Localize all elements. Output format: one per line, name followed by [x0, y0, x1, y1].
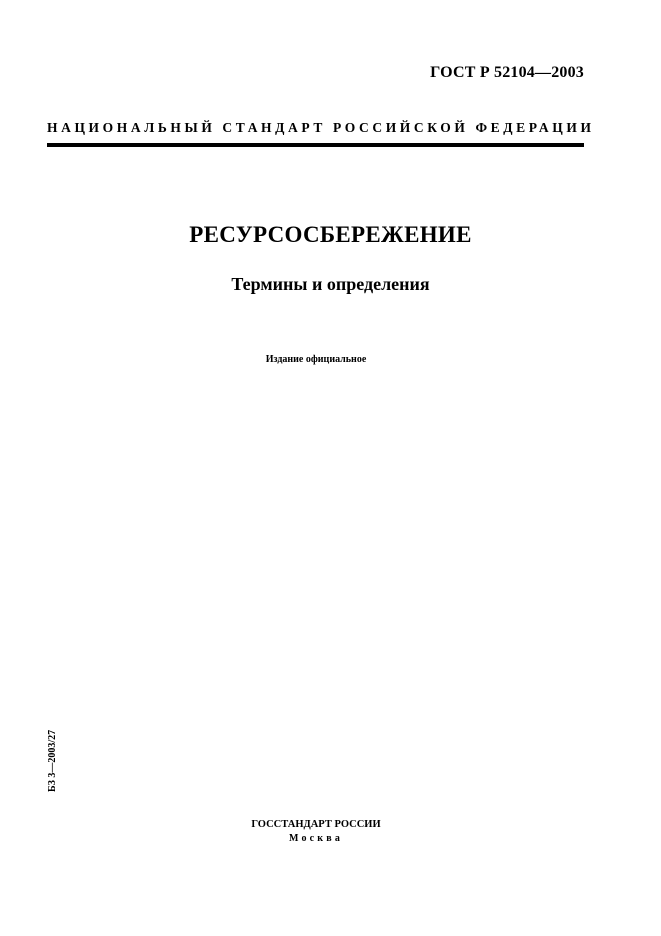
document-title: РЕСУРСОСБЕРЕЖЕНИЕ	[189, 222, 472, 247]
publication-city: Москва	[288, 833, 344, 844]
standard-banner: НАЦИОНАЛЬНЫЙ СТАНДАРТ РОССИЙСКОЙ ФЕДЕРАЦИИ	[47, 120, 595, 135]
edition-note: Издание официальное	[265, 354, 367, 365]
document-number: ГОСТ Р 52104—2003	[430, 64, 584, 81]
document-subtitle: Термины и определения	[231, 274, 430, 294]
publisher: ГОССТАНДАРТ РОССИИ	[251, 819, 381, 830]
side-code: БЗ 3—2003/27	[47, 729, 58, 792]
horizontal-rule	[47, 143, 584, 147]
